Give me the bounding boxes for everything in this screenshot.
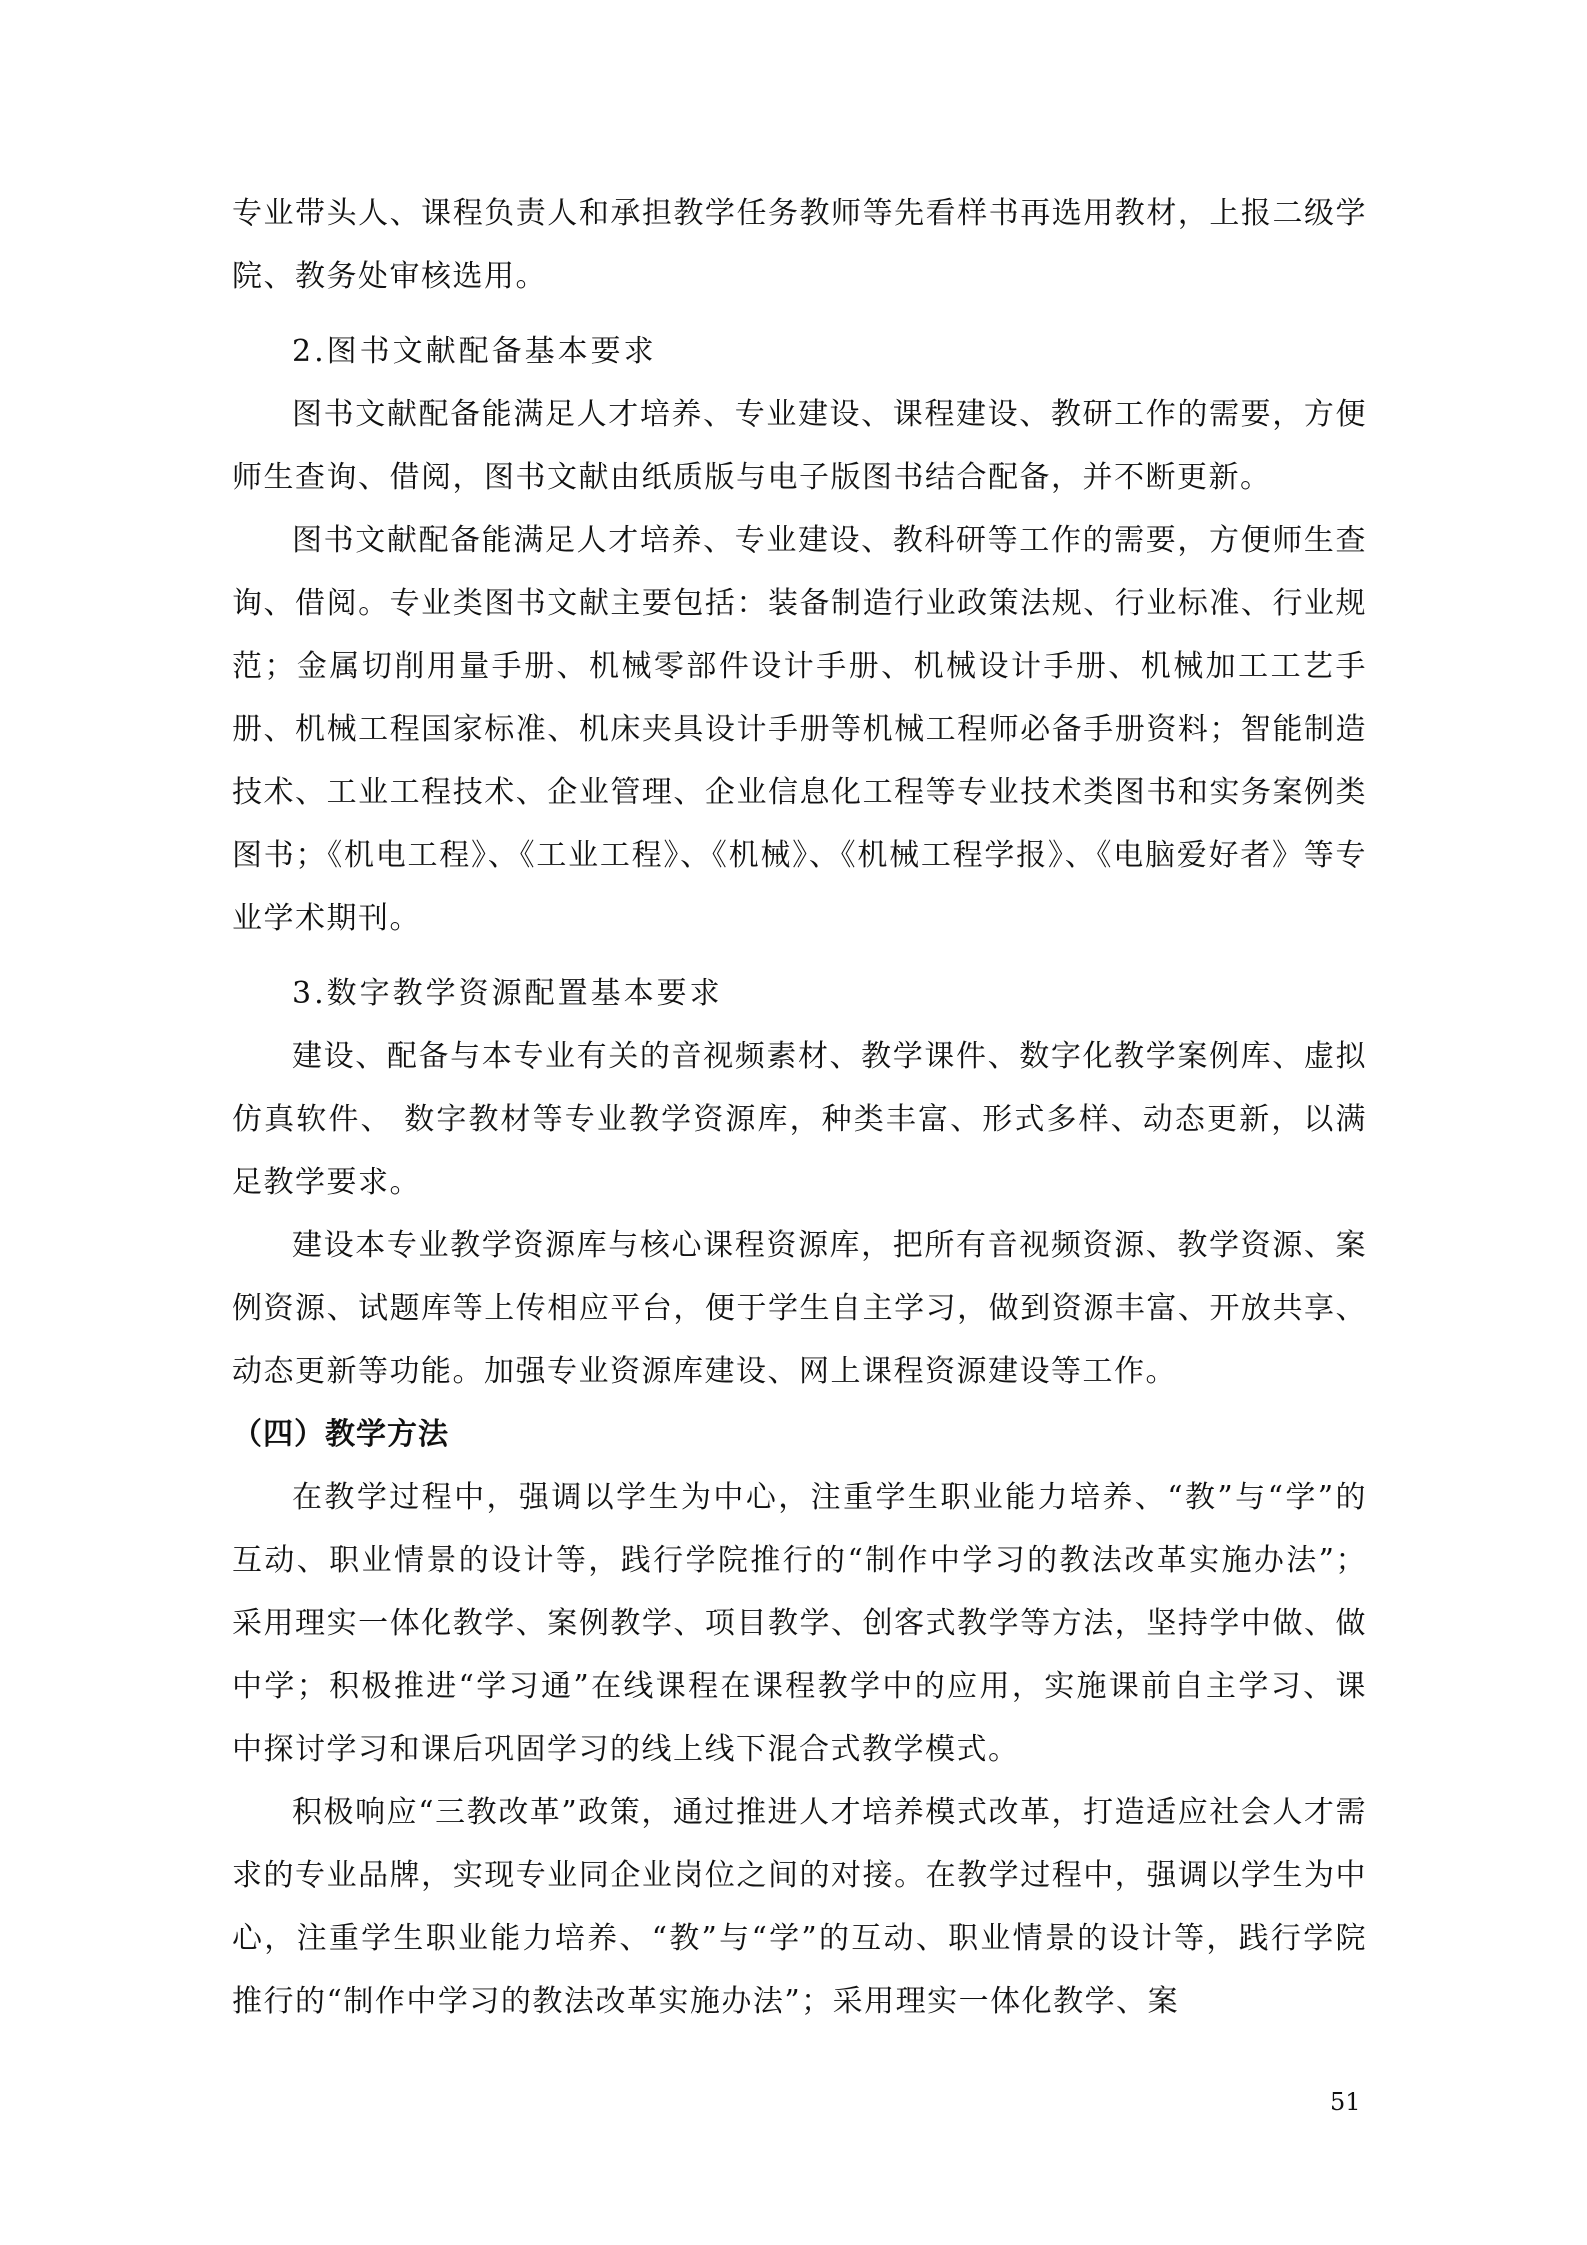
paragraph-three-teaching-reforms: 积极响应“三教改革”政策，通过推进人才培养模式改革，打造适应社会人才需求的专业品牌，实现专业同企业岗位之间的对接。在教学过程中，强调以学生为中心，注重学生职业能力培养、“教”与“学”的互动、职业情景的设计等，践行学院推行的“制作中学习的教法改革实施办法”；采用理实一体化教学、案 xyxy=(232,1795,1367,2019)
page-content xyxy=(232,182,1367,2033)
paragraph-resource-library: 建设本专业教学资源库与核心课程资源库，把所有音视频资源、教学资源、案例资源、试题库等上传相应平台，便于学生自主学习，做到资源丰富、开放共享、动态更新等功能。加强专业资源库建设、网上课程资源建设等工作。 xyxy=(232,1228,1367,1389)
subheading-digital-resources: 3.数字教学资源配置基本要求 xyxy=(292,976,723,1011)
paragraph-textbook-selection: 专业带头人、课程负责人和承担教学任务教师等先看样书再选用教材，上报二级学院、教务处审核选用。 xyxy=(232,196,1367,294)
paragraph-teaching-process: 在教学过程中，强调以学生为中心，注重学生职业能力培养、“教”与“学”的互动、职业情景的设计等，践行学院推行的“制作中学习的教法改革实施办法”；采用理实一体化教学、案例教学、项目教学、创客式教学等方法，坚持学中做、做中学；积极推进“学习通”在线课程在课程教学中的应用，实施课前自主学习、课中探讨学习和课后巩固学习的线上线下混合式教学模式。 xyxy=(232,1480,1367,1767)
paragraph-library-detail: 图书文献配备能满足人才培养、专业建设、教科研等工作的需要，方便师生查询、借阅。专业类图书文献主要包括：装备制造行业政策法规、行业标准、行业规范；金属切削用量手册、机械零部件设计手册、机械设计手册、机械加工工艺手册、机械工程国家标准、机床夹具设计手册等机械工程师必备手册资料；智能制造技术、工业工程技术、企业管理、企业信息化工程等专业技术类图书和实务案例类图书；《机电工程》、《工业工程》、《机械》、《机械工程学报》、《电脑爱好者》等专业学术期刊。 xyxy=(232,523,1367,936)
paragraph-library-basic: 图书文献配备能满足人才培养、专业建设、课程建设、教研工作的需要，方便师生查询、借阅，图书文献由纸质版与电子版图书结合配备，并不断更新。 xyxy=(232,397,1367,495)
section-heading-teaching-methods: （四）教学方法 xyxy=(232,1417,449,1452)
subheading-library-resources: 2.图书文献配备基本要求 xyxy=(292,334,657,369)
page-number: 51 xyxy=(1330,2088,1361,2116)
paragraph-digital-resources: 建设、配备与本专业有关的音视频素材、教学课件、数字化教学案例库、虚拟仿真软件、 数字教材等专业教学资源库，种类丰富、形式多样、动态更新，以满足教学要求。 xyxy=(232,1039,1367,1200)
